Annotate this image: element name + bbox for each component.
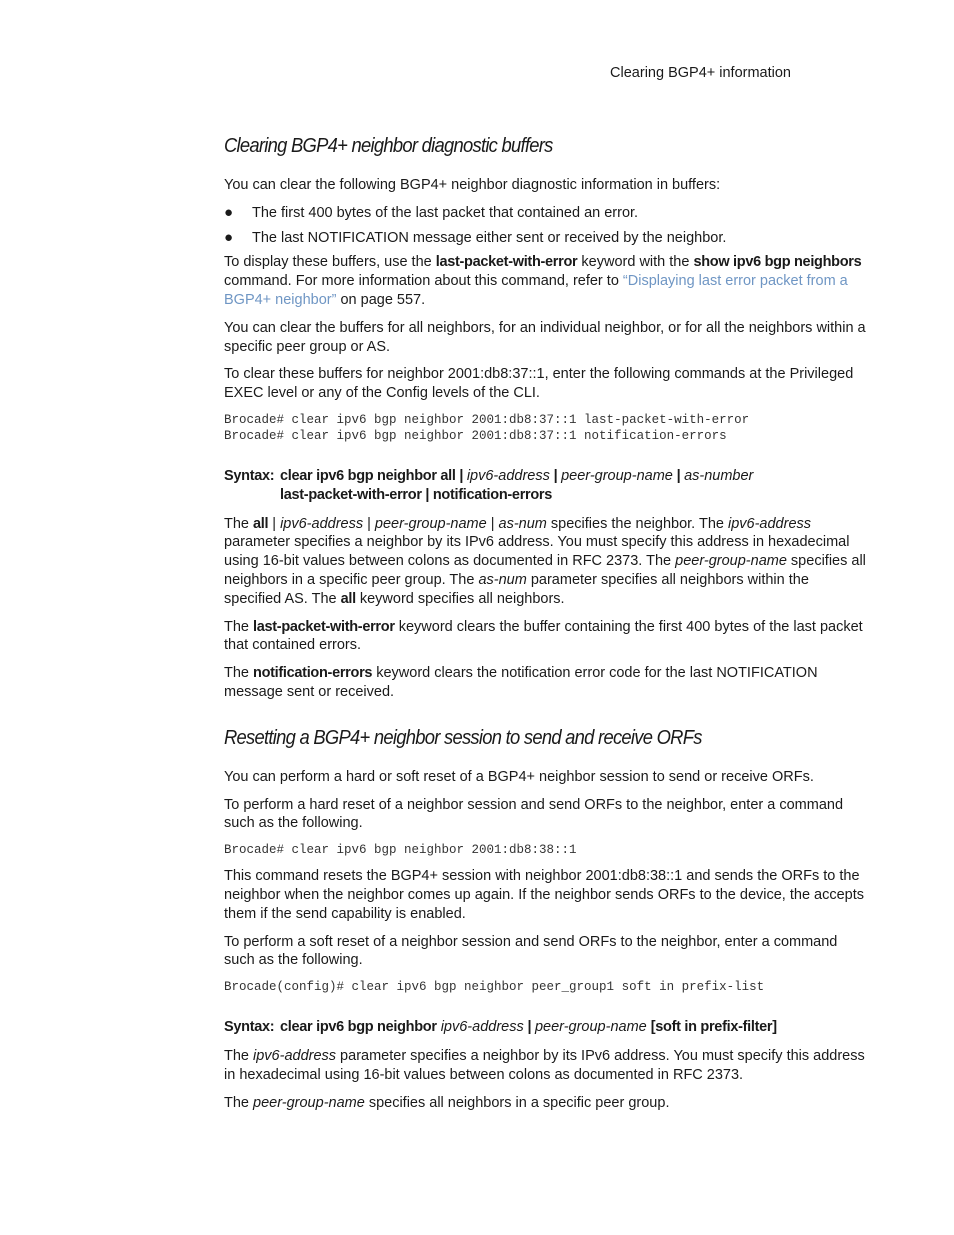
keyword-last-packet-with-error: last-packet-with-error <box>435 254 578 271</box>
text-run: keyword clears the buffer containing the first 400 bytes of the last packet that contained errors. <box>224 618 863 654</box>
code-line: Brocade# clear ipv6 bgp neighbor 2001:db8:38::1 <box>224 843 577 858</box>
keyword-show-ipv6-bgp-neighbors: show ipv6 bgp neighbors <box>693 254 862 271</box>
text-run: keyword with the <box>577 254 694 271</box>
syntax-separator: | <box>549 467 562 484</box>
soft-reset-paragraph: To perform a soft reset of a neighbor session and send ORFs to the neighbor, enter a command such as the following. <box>224 933 838 969</box>
syntax-arg: ipv6-address <box>440 1019 524 1036</box>
keyword-last-packet-with-error: last-packet-with-error <box>253 618 395 635</box>
code-block <box>224 412 869 444</box>
list-item <box>224 204 869 223</box>
code-block <box>224 842 869 858</box>
code-line: Brocade# clear ipv6 bgp neighbor 2001:db8:37::1 last-packet-with-error <box>224 412 750 427</box>
code-line: Brocade(config)# clear ipv6 bgp neighbor peer_group1 soft in prefix-list <box>224 980 765 995</box>
ipv6-address-paragraph <box>224 1047 869 1085</box>
reset-intro-paragraph: You can perform a hard or soft reset of a BGP4+ neighbor session to send or receive ORFs. <box>224 768 814 785</box>
param-name: peer-group-name <box>374 515 487 532</box>
bullet-icon: ● <box>224 203 234 221</box>
syntax-keyword: clear ipv6 bgp neighbor <box>280 1019 437 1036</box>
list-item-text: The first 400 bytes of the last packet that contained an error. <box>252 204 639 221</box>
display-buffers-paragraph <box>224 253 869 309</box>
keyword-notification-errors: notification-errors <box>253 665 373 682</box>
param-name: as-num <box>498 515 547 532</box>
last-packet-paragraph <box>224 618 869 656</box>
syntax-arg: peer-group-name <box>534 1019 647 1036</box>
syntax-block <box>224 1018 869 1037</box>
text-run: specifies all neighbors in a specific peer group. The <box>224 553 866 588</box>
text-run: To display these buffers, use the <box>224 254 436 271</box>
text-run: specifies all neighbors in a specific peer group. <box>364 1094 670 1111</box>
text-run: keyword specifies all neighbors. <box>355 590 565 607</box>
syntax-separator: | <box>455 467 467 484</box>
parameters-paragraph <box>224 515 869 609</box>
text-run: | <box>363 515 375 532</box>
syntax-line <box>224 486 869 505</box>
section-heading-resetting-session: Resetting a BGP4+ neighbor session to send and receive ORFs <box>224 726 702 749</box>
syntax-line <box>224 467 869 486</box>
param-name: peer-group-name <box>675 553 787 570</box>
param-name: ipv6-address <box>728 515 812 532</box>
hard-reset-paragraph: To perform a hard reset of a neighbor session and send ORFs to the neighbor, enter a command such as the following. <box>224 796 844 832</box>
syntax-keyword: last-packet-with-error | notification-errors <box>280 486 553 503</box>
text-run: parameter specifies all neighbors within the specified AS. The <box>224 571 809 607</box>
hard-reset-result-paragraph: This command resets the BGP4+ session with neighbor 2001:db8:38::1 and sends the ORFs to the neighbor when the neighbor comes up again. If the neighbor sends ORFs to the device, the accepts them if the send capability is enabled. <box>224 868 865 922</box>
syntax-arg: as-number <box>684 467 754 484</box>
param-name: ipv6-address <box>253 1047 337 1064</box>
syntax-arg: ipv6-address <box>466 467 550 484</box>
keyword-all: all <box>340 590 356 607</box>
text-run: keyword clears the notification error code for the last NOTIFICATION message sent or received. <box>224 665 818 700</box>
text-run: command. For more information about this command, refer to <box>224 273 623 290</box>
syntax-keyword: [soft in prefix-filter] <box>650 1019 777 1036</box>
param-name: ipv6-address <box>280 515 364 532</box>
code-block <box>224 979 869 995</box>
bullet-icon: ● <box>224 228 234 246</box>
list-item <box>224 229 869 248</box>
syntax-arg: peer-group-name <box>561 467 673 484</box>
syntax-label: Syntax: <box>224 467 275 484</box>
text-run: The <box>224 665 254 682</box>
section-heading-clearing-buffers: Clearing BGP4+ neighbor diagnostic buffers <box>224 135 553 157</box>
clear-all-paragraph: You can clear the buffers for all neighbors, for an individual neighbor, or for all the neighbors within a specific peer group or AS. <box>224 319 866 355</box>
notification-errors-paragraph <box>224 664 869 702</box>
param-name: as-num <box>478 571 527 588</box>
text-run: specifies the neighbor. The <box>546 515 728 532</box>
param-name: peer-group-name <box>253 1094 365 1111</box>
text-run: parameter specifies a neighbor by its IPv6 address. You must specify this address in hexadecimal using 16-bit values between colons as documented in RFC 2373. The <box>224 534 850 570</box>
keyword-all: all <box>253 515 269 532</box>
peer-group-paragraph <box>224 1094 869 1113</box>
intro-paragraph: You can clear the following BGP4+ neighbor diagnostic information in buffers: <box>224 177 721 193</box>
text-run: The <box>224 1094 254 1111</box>
text-run: on page 557. <box>336 291 426 308</box>
syntax-label: Syntax: <box>224 1019 275 1036</box>
text-run: The <box>224 618 254 635</box>
page-content <box>224 133 869 1121</box>
syntax-separator: | <box>523 1019 535 1036</box>
syntax-separator: | <box>672 467 685 484</box>
cross-reference-link[interactable]: “Displaying last error packet from a BGP4+ neighbor” <box>224 273 848 308</box>
text-run: The <box>224 1047 254 1064</box>
syntax-line <box>224 1018 869 1037</box>
syntax-keyword: clear ipv6 bgp neighbor all <box>280 467 456 484</box>
syntax-block <box>224 467 869 505</box>
text-run: parameter specifies a neighbor by its IPv6 address. You must specify this address in hexadecimal using 16-bit values between colons as documented in RFC 2373. <box>224 1047 865 1083</box>
code-line: Brocade# clear ipv6 bgp neighbor 2001:db8:37::1 notification-errors <box>224 428 727 443</box>
list-item-text: The last NOTIFICATION message either sent or received by the neighbor. <box>252 229 727 246</box>
text-run: | <box>486 515 499 532</box>
running-header: Clearing BGP4+ information <box>610 65 791 81</box>
bullet-list <box>224 204 869 248</box>
clear-these-paragraph: To clear these buffers for neighbor 2001:db8:37::1, enter the following commands at the Privileged EXEC level or any of the Config levels of the CLI. <box>224 366 854 402</box>
text-run: | <box>268 515 281 532</box>
text-run: The <box>224 515 254 532</box>
